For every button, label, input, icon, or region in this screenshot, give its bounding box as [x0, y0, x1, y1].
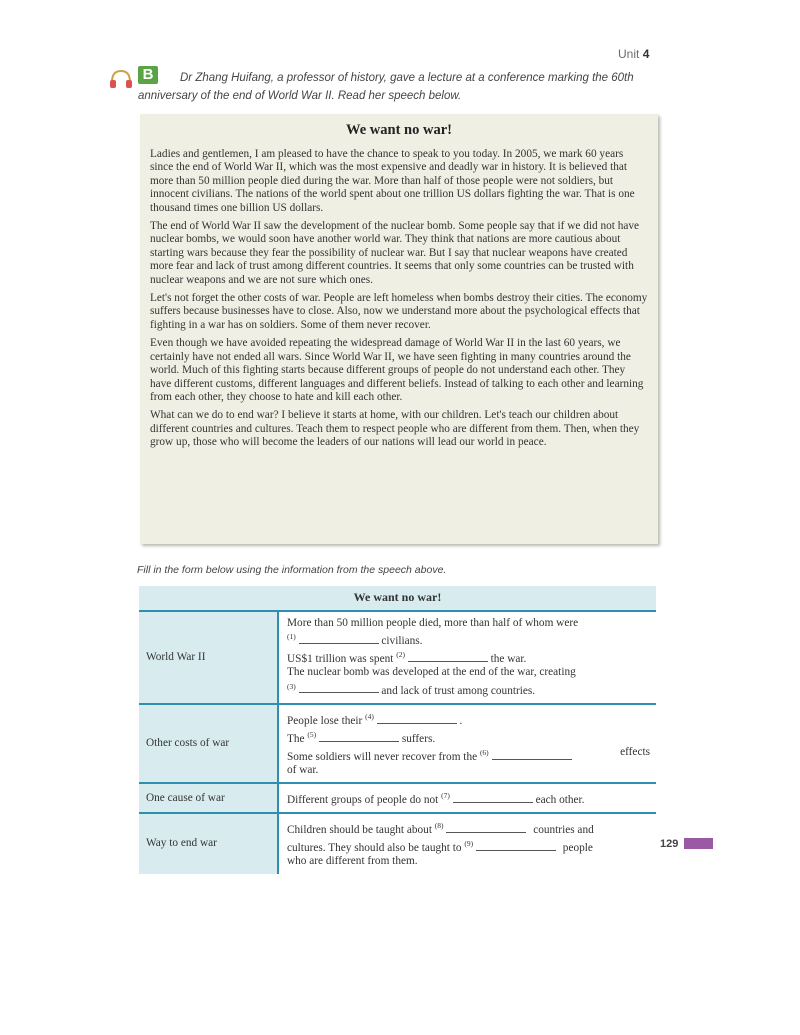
form-line: [287, 837, 650, 855]
form-line-text: .: [459, 714, 463, 727]
form-row: [139, 783, 656, 813]
form-line-text: Different groups of people do not: [287, 794, 439, 807]
form-instruction: Fill in the form below using the information from the speech above.: [137, 564, 447, 576]
form-line-text: the war.: [490, 653, 527, 666]
answer-blank[interactable]: [446, 831, 526, 833]
form-line: [287, 680, 650, 698]
form-line-text: people: [562, 842, 593, 855]
intro-line-2: anniversary of the end of World War II. Read her speech below.: [138, 90, 462, 102]
blank-number: (5): [307, 729, 317, 739]
form-line: [287, 789, 650, 807]
blank-number: (1): [287, 632, 296, 642]
blank-number: (2): [396, 650, 405, 660]
form-line: [287, 630, 650, 648]
blank-number: (6): [479, 747, 489, 757]
form-line-text: More than 50 million people died, more than half of whom were: [287, 617, 579, 629]
page-number: 129: [660, 838, 679, 850]
form-line-text: each other.: [535, 794, 585, 807]
form-line-text: The nuclear bomb was developed at the end of the war, creating: [287, 666, 576, 679]
form-line-text: effects: [620, 745, 650, 758]
form-row-content: [278, 704, 656, 783]
answer-blank[interactable]: [377, 722, 457, 724]
form-line-text: countries and: [533, 824, 594, 837]
speech-paragraph: The end of World War II saw the development of the nuclear bomb. Some people say that if we did not have nuclear bombs, we would soon have another world war. They think that nations are more cautious about starting wars because they fear the possibility of nuclear war. But I say that nuclear weapons have created more fear and lack of trust among different countries. It seems that only some countries can be trusted with nuclear weapons and we are not sure which ones.: [150, 220, 640, 286]
speech-paragraph: Even though we have avoided repeating the widespread damage of World War II in the last 60 years, we certainly have not ended all wars. Since World War II, we have seen fighting in many countries around the world. Much of this fighting starts because different groups of people do not understand each other. They have different customs, different languages and different beliefs. Instead of talking to each other and learning from each other, they choose to hate and kill each other.: [150, 337, 644, 403]
blank-number: (3): [287, 681, 296, 691]
form-line: [287, 746, 650, 764]
form-line-text: The: [287, 732, 305, 745]
form-line: [287, 648, 650, 666]
speech-box: [140, 114, 658, 544]
form-line-text: People lose their: [287, 714, 363, 727]
speech-paragraph: What can we do to end war? I believe it starts at home, with our children. Let's teach our children about different countries and cultures. Teach them to respect people who are different from them. Then, when they grow up, those who will become the leaders of our nations will lead our world in peace.: [150, 409, 640, 449]
form-line: [287, 666, 650, 679]
form-row-label: Other costs of war: [139, 704, 278, 783]
form-title: We want no war!: [139, 586, 656, 611]
speech-title: We want no war!: [346, 122, 452, 138]
answer-blank[interactable]: [299, 691, 379, 693]
blank-number: (4): [365, 711, 374, 721]
answer-blank[interactable]: [453, 801, 533, 803]
blank-number: (7): [441, 791, 450, 801]
form-line-text: US$1 trillion was spent: [287, 653, 394, 666]
headphones-icon: [108, 68, 134, 90]
page-number-bar: [684, 838, 713, 849]
form-row-content: [278, 611, 656, 704]
form-row-content: [278, 783, 656, 813]
section-badge: B: [138, 66, 158, 84]
form-line: [287, 764, 650, 777]
form-row: [139, 611, 656, 704]
blank-number: (8): [434, 821, 444, 831]
answer-blank[interactable]: [299, 642, 379, 644]
form-line: [287, 710, 650, 728]
fill-in-form: [139, 586, 656, 874]
unit-number: 4: [642, 47, 650, 61]
blank-number: (9): [464, 839, 474, 849]
form-line-text: Some soldiers will never recover from the: [287, 750, 478, 763]
form-line: [287, 617, 650, 630]
form-row-label: World War II: [139, 611, 278, 704]
form-line: [287, 819, 650, 837]
form-row-label: Way to end war: [139, 813, 278, 873]
form-row: [139, 813, 656, 873]
form-line-text: of war.: [287, 763, 319, 776]
form-row-label: One cause of war: [139, 783, 278, 813]
intro-line-1: Dr Zhang Huifang, a professor of history, gave a lecture at a conference marking the 60th: [180, 72, 634, 84]
answer-blank[interactable]: [408, 660, 488, 662]
speech-paragraph: Let's not forget the other costs of war. People are left homeless when bombs destroy their cities. The economy suffers because businesses have to close. Also, now we understand more about the psychological effects that fighting in a war has on soldiers. Some of them never recover.: [150, 292, 648, 331]
form-line: [287, 728, 650, 746]
form-line-text: civilians.: [381, 635, 423, 648]
form-line-text: and lack of trust among countries.: [381, 684, 536, 697]
form-line-text: Children should be taught about: [287, 824, 432, 837]
answer-blank[interactable]: [492, 758, 572, 760]
answer-blank[interactable]: [319, 740, 399, 742]
form-line-text: cultures. They should also be taught to: [287, 842, 462, 855]
speech-paragraph: Ladies and gentlemen, I am pleased to have the chance to speak to you today. In 2005, we mark 60 years since the end of World War II, which was the most expensive and deadly war in history. It is believed that more than 50 million people died during the war. More than half of those people were not soldiers, but innocent civilians. The nations of the world spent about one trillion US dollars fighting the war. That is one thousand times one billion US dollars.: [150, 148, 635, 214]
form-row-content: [278, 813, 656, 873]
answer-blank[interactable]: [476, 849, 556, 851]
form-row: [139, 704, 656, 783]
form-line-text: who are different from them.: [287, 855, 418, 868]
form-line: [287, 855, 650, 868]
form-line-text: suffers.: [401, 732, 436, 745]
unit-label: Unit 4: [618, 47, 650, 61]
